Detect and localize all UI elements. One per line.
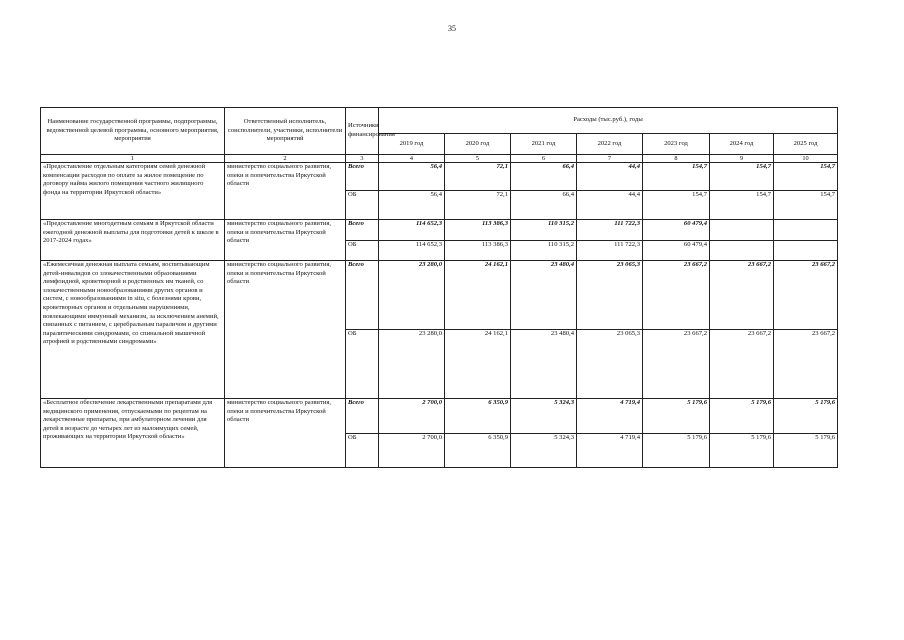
executor-cell: министерство социального развития, опеки и попечительства Иркутской области: [225, 163, 346, 220]
value-cell: [710, 220, 774, 241]
value-cell: 110 315,2: [511, 220, 577, 241]
value-cell: 110 315,2: [511, 241, 577, 261]
value-cell: 66,4: [511, 191, 577, 220]
header-name: Наименование государственной программы, подпрограммы, ведомственной целевой программы, основного мероприятия, мероприятия: [41, 108, 225, 155]
value-cell: 23 480,4: [511, 330, 577, 399]
source-ob-label: ОБ: [346, 241, 379, 261]
column-number: 1: [41, 155, 225, 163]
value-cell: 44,4: [577, 163, 643, 191]
budget-table: [40, 107, 838, 468]
measure-name: «Бесплатное обеспечение лекарственными препаратами для медицинского применения, отпускаемыми по рецептам на лекарственные препараты, при амбулаторном лечении для детей в возрасте до четырех лет из малоимущих семей, проживающих на территории Иркутской области»: [41, 399, 225, 468]
value-cell: 5 179,6: [710, 399, 774, 434]
header-year: 2021 год: [511, 134, 577, 155]
value-cell: 5 179,6: [774, 399, 838, 434]
value-cell: 44,4: [577, 191, 643, 220]
header-year: 2025 год: [774, 134, 838, 155]
value-cell: 154,7: [643, 191, 710, 220]
source-total-label: Всего: [346, 163, 379, 191]
value-cell: 72,1: [445, 163, 511, 191]
value-cell: 5 179,6: [774, 434, 838, 468]
measure-name: «Предоставление отдельным категориям семей денежной компенсации расходов по оплате за жилое помещение по договору найма жилого помещения частного жилищного фонда на территории Иркутской области»: [41, 163, 225, 220]
value-cell: 24 162,1: [445, 330, 511, 399]
value-cell: 6 350,9: [445, 399, 511, 434]
source-total-label: Всего: [346, 399, 379, 434]
value-cell: 23 667,2: [643, 330, 710, 399]
value-cell: 4 719,4: [577, 399, 643, 434]
header-year: 2024 год: [710, 134, 774, 155]
column-number: 3: [346, 155, 379, 163]
measure-name: «Ежемесячная денежная выплата семьям, воспитывающим детей-инвалидов со злокачественными образованиями лимфоидной, кроветворной и родственных им тканей, со злокачественными новообразованиями других органов и систем, с новообразованиями in situ, с болезнями крови, кроветворных органов и отдельными нарушениями, вовлекающими иммунный механизм, за исключением анемий, связанных с питанием, с церебральным параличом и другими паралитическими синдромами, со спинальной мышечной атрофией и родственными синдромами»: [41, 261, 225, 399]
executor-cell: министерство социального развития, опеки и попечительства Иркутской области: [225, 399, 346, 468]
value-cell: 2 700,0: [379, 399, 445, 434]
source-ob-label: ОБ: [346, 330, 379, 399]
value-cell: 154,7: [710, 191, 774, 220]
value-cell: 23 667,2: [643, 261, 710, 330]
executor-cell: министерство социального развития, опеки и попечительства Иркутской области: [225, 261, 346, 399]
table-row: [41, 220, 838, 241]
value-cell: 23 480,4: [511, 261, 577, 330]
header-year: 2019 год: [379, 134, 445, 155]
value-cell: [774, 220, 838, 241]
value-cell: 154,7: [710, 163, 774, 191]
column-number: 6: [511, 155, 577, 163]
value-cell: 23 667,2: [774, 330, 838, 399]
value-cell: 5 324,3: [511, 399, 577, 434]
value-cell: 23 065,3: [577, 261, 643, 330]
source-ob-label: ОБ: [346, 434, 379, 468]
value-cell: 113 386,3: [445, 220, 511, 241]
column-number: 4: [379, 155, 445, 163]
value-cell: 66,4: [511, 163, 577, 191]
header-year: 2022 год: [577, 134, 643, 155]
column-number: 8: [643, 155, 710, 163]
value-cell: 154,7: [774, 191, 838, 220]
column-number: 5: [445, 155, 511, 163]
header-year: 2020 год: [445, 134, 511, 155]
value-cell: 114 652,3: [379, 220, 445, 241]
column-number: 10: [774, 155, 838, 163]
value-cell: 24 162,1: [445, 261, 511, 330]
value-cell: 60 479,4: [643, 220, 710, 241]
value-cell: 23 280,0: [379, 261, 445, 330]
value-cell: 72,1: [445, 191, 511, 220]
column-number: 2: [225, 155, 346, 163]
table-row: [41, 399, 838, 434]
page-number: 35: [448, 24, 456, 33]
source-total-label: Всего: [346, 220, 379, 241]
header-executor: Ответственный исполнитель, соисполнители, участники, исполнители мероприятий: [225, 108, 346, 155]
value-cell: 154,7: [643, 163, 710, 191]
value-cell: 4 719,4: [577, 434, 643, 468]
value-cell: 5 179,6: [710, 434, 774, 468]
value-cell: 23 667,2: [710, 261, 774, 330]
value-cell: 154,7: [774, 163, 838, 191]
column-number: 7: [577, 155, 643, 163]
source-ob-label: ОБ: [346, 191, 379, 220]
header-expenses: Расходы (тыс.руб.), годы: [379, 108, 838, 134]
value-cell: 113 386,3: [445, 241, 511, 261]
table-row: [41, 261, 838, 330]
table-row: [41, 163, 838, 191]
value-cell: 23 667,2: [774, 261, 838, 330]
value-cell: 111 722,3: [577, 241, 643, 261]
source-total-label: Всего: [346, 261, 379, 330]
value-cell: 114 652,3: [379, 241, 445, 261]
column-number: 9: [710, 155, 774, 163]
value-cell: 111 722,3: [577, 220, 643, 241]
value-cell: 56,4: [379, 191, 445, 220]
measure-name: «Предоставление многодетным семьям в Иркутской области ежегодной денежной выплаты для подготовки детей к школе в 2017-2024 годах»: [41, 220, 225, 261]
header-source: Источники финансирования: [346, 108, 379, 155]
value-cell: 23 280,0: [379, 330, 445, 399]
value-cell: 2 700,0: [379, 434, 445, 468]
value-cell: [774, 241, 838, 261]
value-cell: 5 324,3: [511, 434, 577, 468]
value-cell: 23 667,2: [710, 330, 774, 399]
value-cell: 56,4: [379, 163, 445, 191]
value-cell: 6 350,9: [445, 434, 511, 468]
header-year: 2023 год: [643, 134, 710, 155]
value-cell: [710, 241, 774, 261]
value-cell: 5 179,6: [643, 399, 710, 434]
value-cell: 23 065,3: [577, 330, 643, 399]
executor-cell: министерство социального развития, опеки и попечительства Иркутской области: [225, 220, 346, 261]
value-cell: 60 479,4: [643, 241, 710, 261]
value-cell: 5 179,6: [643, 434, 710, 468]
